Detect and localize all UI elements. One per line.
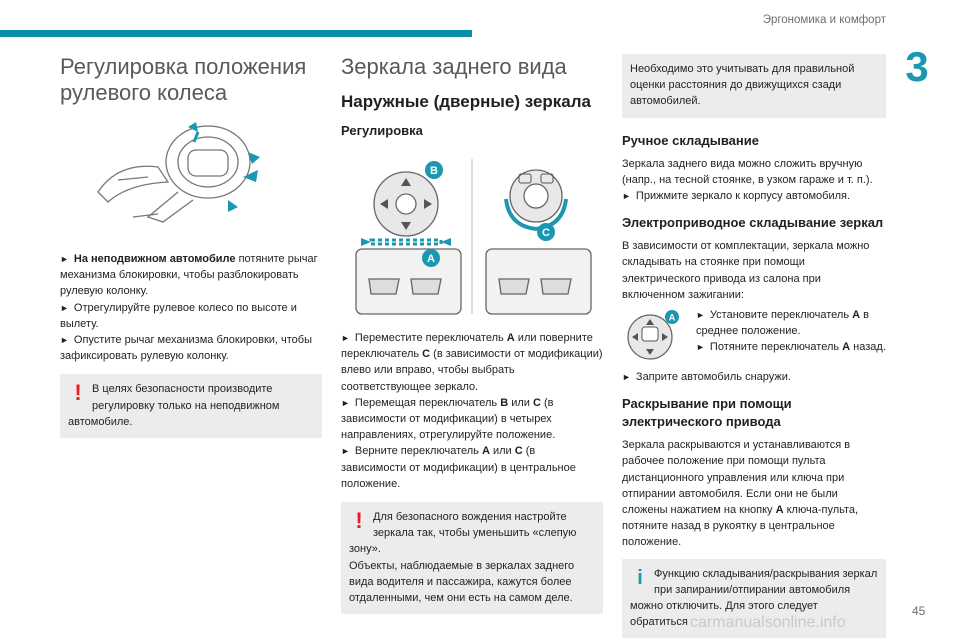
section-title-steering: Регулировка положения рулевого колеса: [60, 54, 307, 105]
bullet-arrow-icon: ►: [622, 191, 631, 202]
bullet-lock: ► Опустите рычаг механизма блокировки, чтобы зафиксировать рулевую колонку.: [60, 334, 312, 363]
info-note-folding: i Функцию складывания/раскрывания зеркал при запирании/отпирании автомобиля можно отключить. Для этого следует обратиться: [622, 559, 886, 639]
bullet-arrow-icon: ►: [622, 372, 631, 383]
mirror-controls-illustration: [341, 154, 603, 319]
fold-switch-block: [622, 307, 886, 363]
label-c: C: [542, 227, 550, 239]
bullet-adjust-position: ► Перемещая переключатель B или C (в зависимости от модификации) в четырех направлениях, отрегулируйте положение.: [341, 396, 556, 442]
header-accent-bar: [0, 30, 472, 37]
heading-manual-folding: Ручное складывание: [622, 132, 759, 148]
column-steering: [60, 54, 322, 438]
bullet-arrow-icon: ►: [696, 342, 705, 353]
bullet-adjust: ► Отрегулируйте рулевое колесо по высоте и вылету.: [60, 301, 297, 330]
safety-warning-steering: ! В целях безопасности производите регулировку только на неподвижном автомобиле.: [60, 374, 322, 438]
bullet-pull-switch: ► Потяните переключатель A назад.: [696, 341, 886, 354]
fold-switch-instructions: [684, 307, 886, 363]
label-b: B: [430, 165, 438, 177]
label-a-small: A: [668, 312, 676, 323]
bullet-arrow-icon: ►: [341, 397, 350, 408]
bullet-arrow-icon: ►: [60, 254, 69, 264]
unfolding-text: Зеркала раскрываются и устанавливаются в рабочее положение при помощи пульта дистанционного управления или ключа при отпирании автомобиля. Если они не были сложены нажатием на кнопку A ключа-пульта, потяните назад в рукоятку в центральное положение.: [622, 439, 859, 549]
steering-instructions: [60, 251, 322, 364]
fold-switch-illustration: [622, 307, 684, 363]
column-mirrors: [341, 54, 603, 614]
mirror-adjust-instructions: [341, 330, 603, 492]
bullet-unlock: ► На неподвижном автомобиле потяните рычаг механизма блокировки, чтобы разблокировать рулевую колонку.: [60, 253, 318, 298]
info-icon: i: [637, 566, 643, 589]
watermark-text: carmanualsonline.info: [690, 614, 846, 631]
label-a: A: [427, 253, 435, 265]
bullet-arrow-icon: ►: [60, 302, 69, 313]
bullet-select-mirror: ► Переместите переключатель A или поверните переключатель C (в зависимости от модификации) влево или вправо, чтобы выбрать соответствующее зеркало.: [341, 332, 603, 393]
manual-folding-text: Зеркала заднего вида можно сложить вручную (напр., на тесной стоянке, в узком гараже и т. п.).: [622, 157, 873, 186]
distance-note: Необходимо это учитывать для правильной оценки расстояния до движущихся сзади автомобилей.: [622, 54, 886, 118]
heading-electric-folding: Электроприводное складывание зеркал: [622, 215, 884, 231]
bullet-arrow-icon: ►: [341, 446, 350, 457]
chapter-number: 3: [905, 43, 929, 90]
subsection-door-mirrors: Наружные (дверные) зеркала: [341, 92, 591, 111]
column-folding: [622, 54, 886, 638]
warning-icon: !: [74, 380, 82, 406]
safety-warning-mirrors: ! Для безопасного вождения настройте зеркала так, чтобы уменьшить «слепую зону». Объекты, наблюдаемые в зеркалах заднего вида водителя и пассажира, кажутся более отдаленными, чем они есть на самом деле.: [341, 502, 603, 614]
bullet-lock-car: ► Заприте автомобиль снаружи.: [622, 371, 791, 384]
bullet-return-center: ► Верните переключатель A или C (в зависимости от модификации) в центральное положение.: [341, 445, 576, 490]
bullet-arrow-icon: ►: [60, 335, 69, 346]
bullet-press-mirror: ► Прижмите зеркало к корпусу автомобиля.: [622, 190, 851, 203]
warning-icon: !: [355, 508, 363, 534]
electric-folding-text: В зависимости от комплектации, зеркала можно складывать на стоянке при помощи электрического привода из салона при включенном зажигании:: [622, 240, 870, 301]
bullet-center-switch: ► Установите переключатель A в среднее положение.: [696, 309, 869, 338]
bullet-arrow-icon: ►: [341, 333, 350, 343]
section-title-mirrors: Зеркала заднего вида: [341, 54, 567, 79]
heading-adjustment: Регулировка: [341, 123, 423, 138]
steering-wheel-illustration: [88, 122, 268, 232]
page-number: 45: [912, 604, 926, 618]
running-header: Эргономика и комфорт: [762, 14, 886, 26]
bullet-arrow-icon: ►: [696, 310, 705, 321]
heading-electric-unfolding: Раскрывание при помощи электрического привода: [622, 396, 792, 430]
